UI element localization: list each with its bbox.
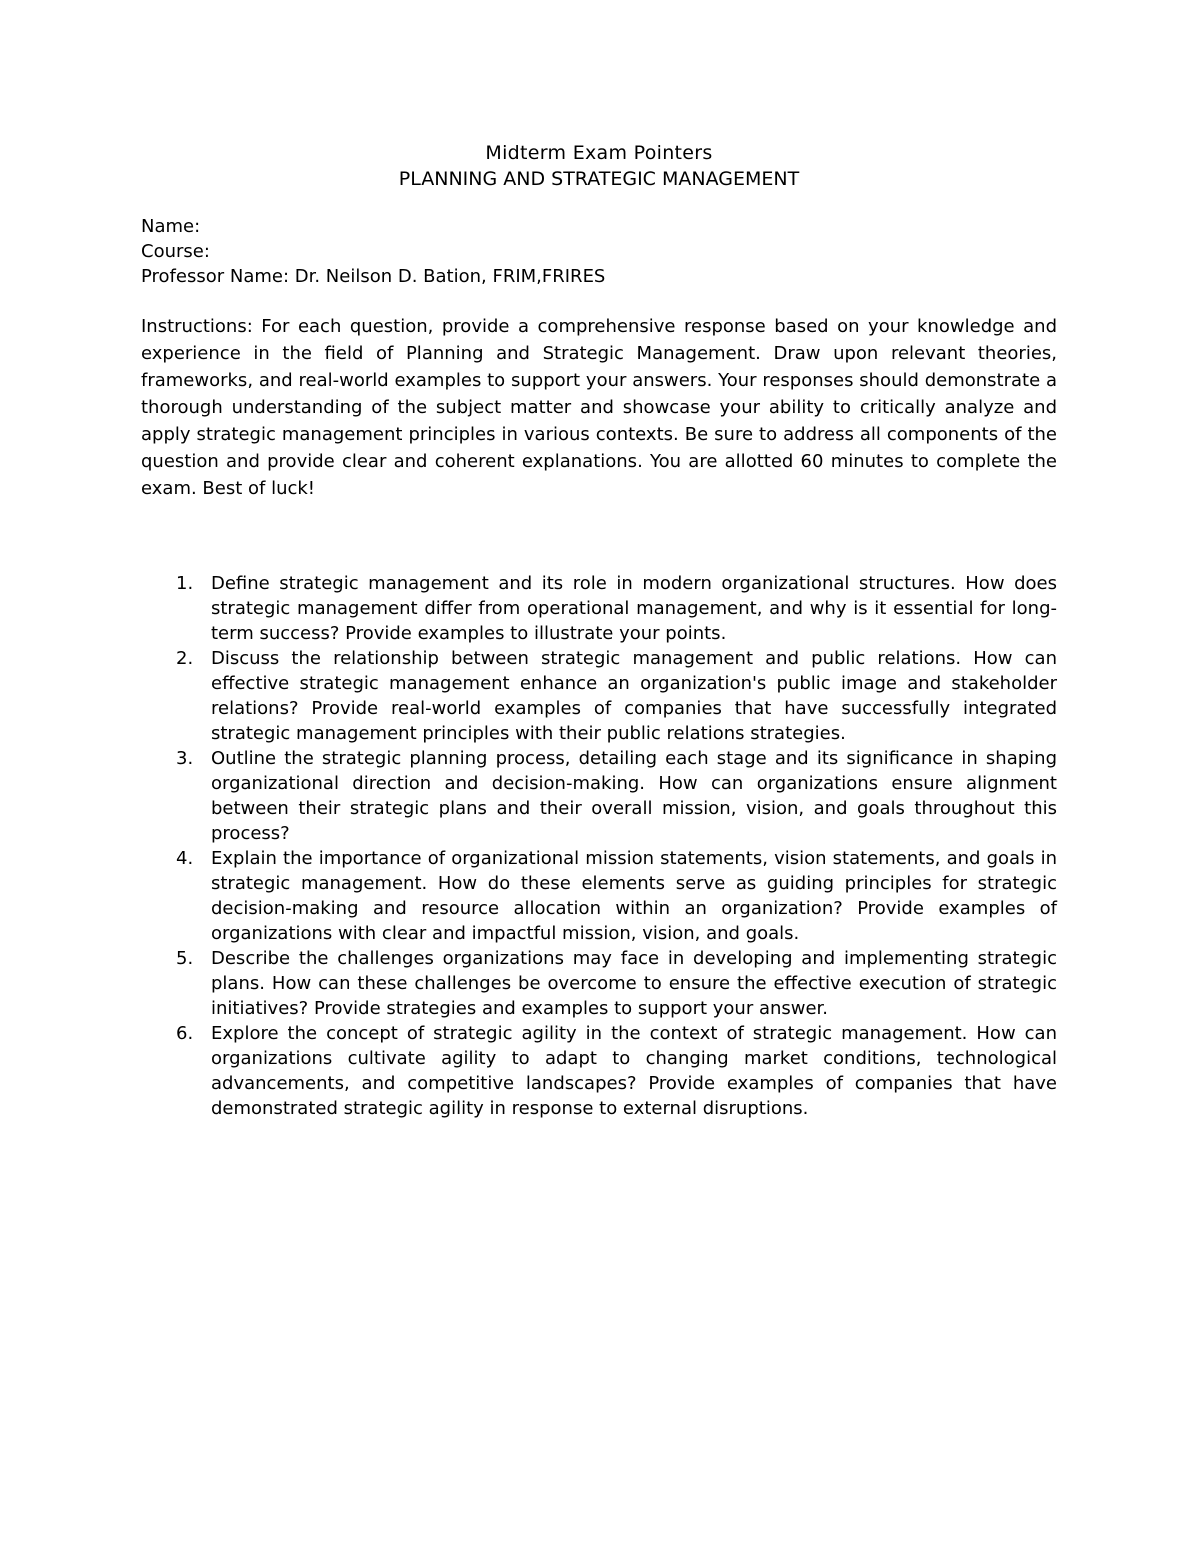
document-subtitle: PLANNING AND STRATEGIC MANAGEMENT (398, 168, 800, 190)
name-field-label: Name: (141, 216, 201, 237)
question-number: 3. (176, 748, 194, 769)
professor-name-line: Professor Name: Dr. Neilson D. Bation, FRIM,FRIRES (141, 266, 606, 287)
question-item-5 (141, 946, 1057, 1021)
document-title: Midterm Exam Pointers (485, 142, 713, 164)
question-text: Outline the strategic planning process, detailing each stage and its significance in shaping organizational direction and decision-making. How can organizations ensure alignment between their strategic plans and their overall mission, vision, and goals throughout this process? (211, 748, 1057, 844)
document-content (141, 140, 1057, 1121)
instructions-paragraph: Instructions: For each question, provide a comprehensive response based on your knowledge and experience in the field of Planning and Strategic Management. Draw upon relevant theories, frameworks, and real-world examples to support your answers. Your responses should demonstrate a thorough understanding of the subject matter and showcase your ability to critically analyze and apply strategic management principles in various contexts. Be sure to address all components of the question and provide clear and coherent explanations. You are allotted 60 minutes to complete the exam. Best of luck! (141, 316, 1057, 499)
question-text: Explain the importance of organizational mission statements, vision statements, and goals in strategic management. How do these elements serve as guiding principles for strategic decision-making and resource allocation within an organization? Provide examples of organizations with clear and impactful mission, vision, and goals. (211, 848, 1057, 944)
question-item-2 (141, 646, 1057, 746)
question-item-4 (141, 846, 1057, 946)
question-text: Explore the concept of strategic agility in the context of strategic management. How can organizations cultivate agility to adapt to changing market conditions, technological advancements, and competitive landscapes? Provide examples of companies that have demonstrated strategic agility in response to external disruptions. (211, 1023, 1057, 1119)
question-item-1 (141, 571, 1057, 646)
question-list (141, 571, 1057, 1121)
question-text: Discuss the relationship between strategic management and public relations. How can effective strategic management enhance an organization's public image and stakeholder relations? Provide real-world examples of companies that have successfully integrated strategic management principles with their public relations strategies. (211, 648, 1057, 744)
question-text: Define strategic management and its role in modern organizational structures. How does strategic management differ from operational management, and why is it essential for long-term success? Provide examples to illustrate your points. (211, 573, 1057, 644)
question-item-6 (141, 1021, 1057, 1121)
course-field-label: Course: (141, 241, 210, 262)
question-item-3 (141, 746, 1057, 846)
question-number: 2. (176, 648, 194, 669)
question-number: 4. (176, 848, 194, 869)
question-number: 1. (176, 573, 194, 594)
question-number: 6. (176, 1023, 194, 1044)
question-text: Describe the challenges organizations may face in developing and implementing strategic plans. How can these challenges be overcome to ensure the effective execution of strategic initiatives? Provide strategies and examples to support your answer. (211, 948, 1057, 1019)
student-info-fields (141, 214, 1057, 289)
title-block (141, 140, 1057, 192)
question-number: 5. (176, 948, 194, 969)
